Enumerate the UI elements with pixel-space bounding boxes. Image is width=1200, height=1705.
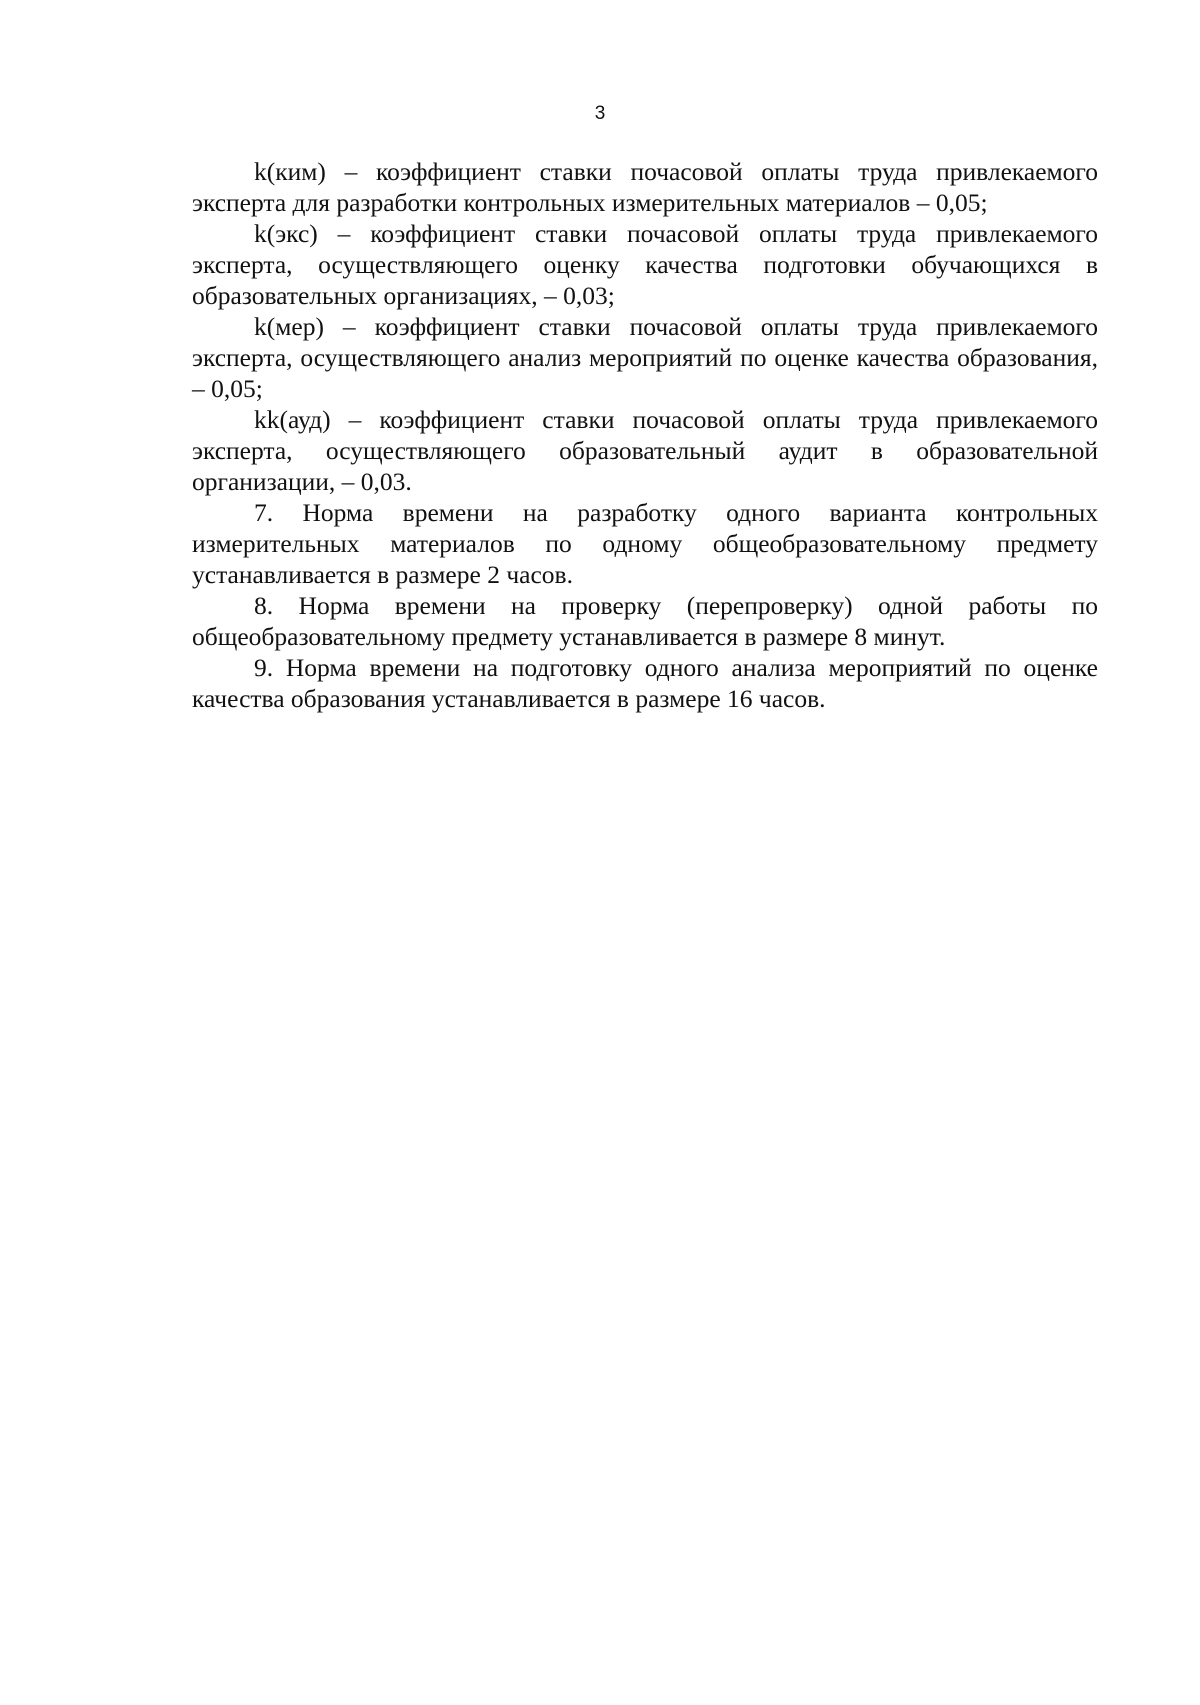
paragraph-kk-aud: kk(ауд) – коэффициент ставки почасовой оплаты труда привлекаемого эксперта, осуществляющего образовательный аудит в образовательной организации, – 0,03.: [192, 405, 1098, 496]
paragraph-k-eks: k(экс) – коэффициент ставки почасовой оплаты труда привлекаемого эксперта, осуществляющего оценку качества подготовки обучающихся в образовательных организациях, – 0,03;: [192, 219, 1098, 310]
paragraph-item-8: 8. Норма времени на проверку (перепроверку) одной работы по общеобразовательному предмету устанавливается в размере 8 минут.: [192, 591, 1098, 651]
document-body: [192, 156, 1098, 714]
page-number: 3: [594, 103, 606, 124]
paragraph-item-9: 9. Норма времени на подготовку одного анализа мероприятий по оценке качества образования устанавливается в размере 16 часов.: [192, 653, 1098, 713]
paragraph-k-kim: k(ким) – коэффициент ставки почасовой оплаты труда привлекаемого эксперта для разработки контрольных измерительных материалов – 0,05;: [192, 157, 1098, 217]
paragraph-item-7: 7. Норма времени на разработку одного варианта контрольных измерительных материалов по одному общеобразовательному предмету устанавливается в размере 2 часов.: [192, 498, 1098, 589]
paragraph-k-mer: k(мер) – коэффициент ставки почасовой оплаты труда привлекаемого эксперта, осуществляющего анализ мероприятий по оценке качества образования, – 0,05;: [192, 312, 1098, 403]
